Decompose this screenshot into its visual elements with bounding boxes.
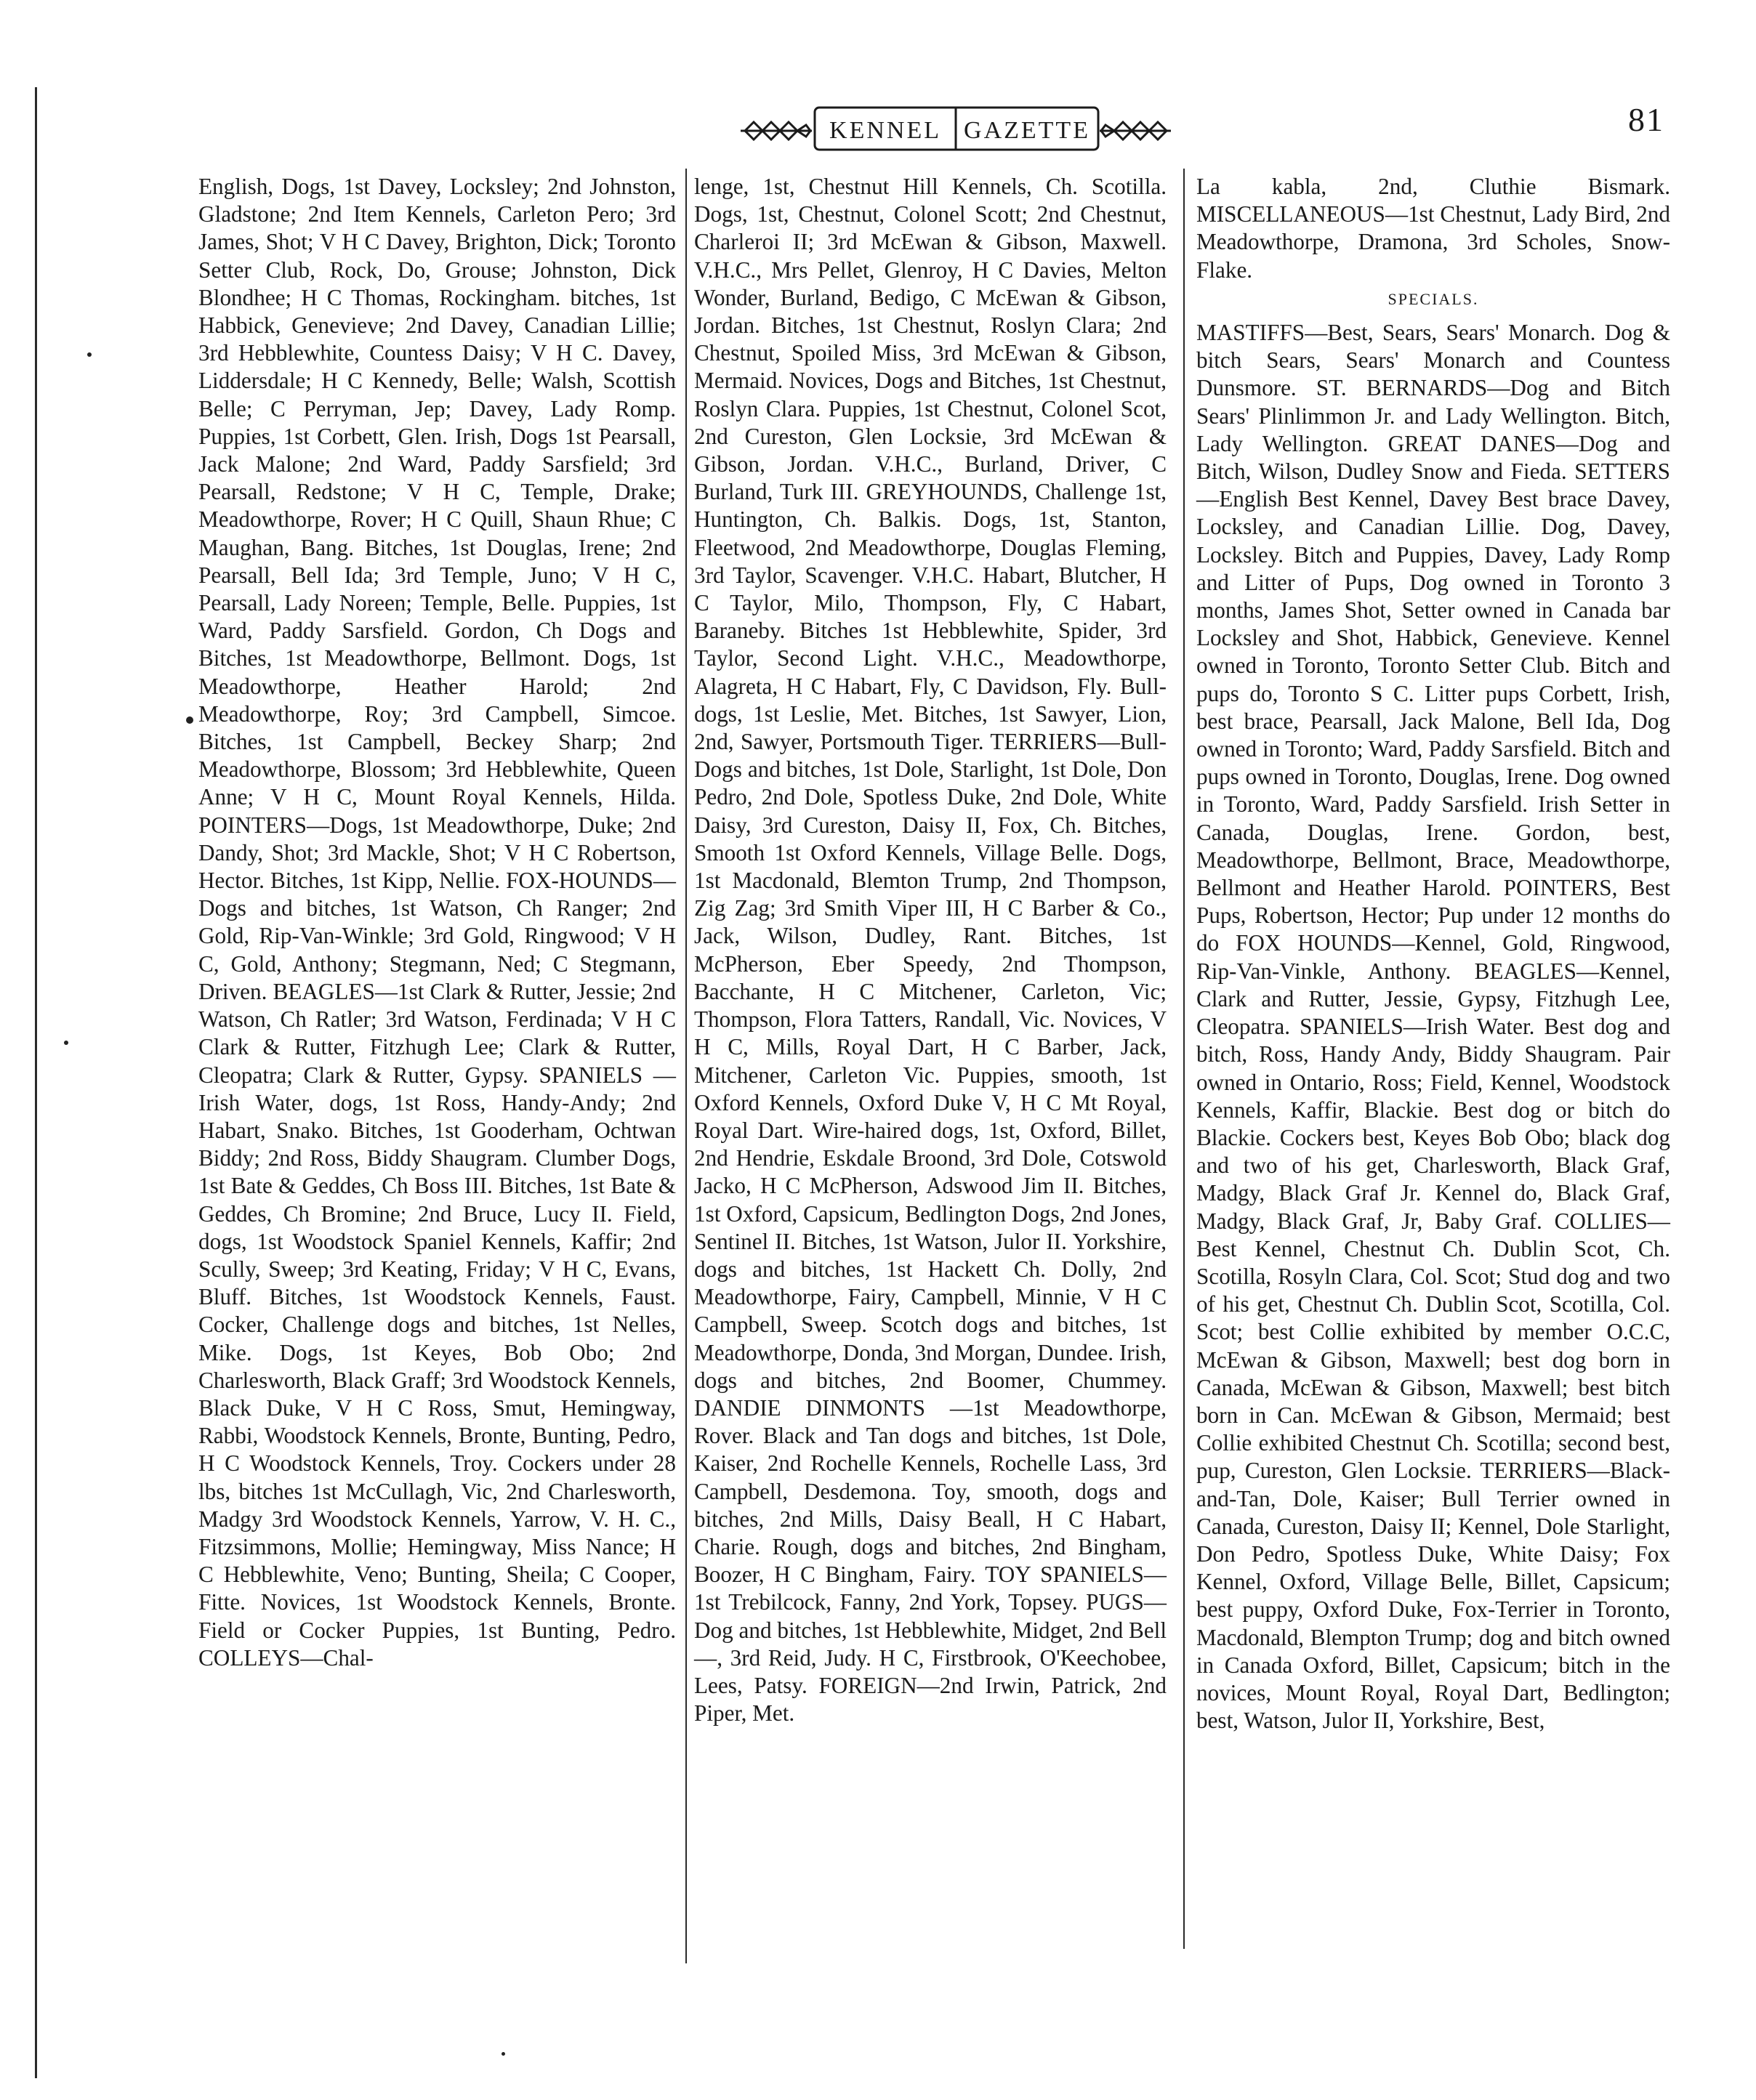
masthead-title-right: GAZETTE (964, 117, 1090, 144)
column-1-text: English, Dogs, 1st Davey, Locksley; 2nd Johnston, Gladstone; 2nd Item Kennels, Carleton Pero; 3rd James, Shot; V H C Davey, Brighton, Dick; Toronto Setter Club, Rock, Do, Grouse; Johnston, Dick Blondhee; H C Thomas, Rockingham. bitches, 1st Habbick, Genevieve; 2nd Davey, Canadian Lillie; 3rd Hebblewhite, Countess Daisy; V H C. Davey, Liddersdale; H C Kennedy, Belle; Walsh, Scottish Belle; C Perryman, Jep; Davey, Lady Romp. Puppies, 1st Corbett, Glen. Irish, Dogs 1st Pearsall, Jack Malone; 2nd Ward, Paddy Sarsfield; 3rd Pearsall, Redstone; V H C, Temple, Drake; Meadowthorpe, Rover; H C Quill, Shaun Rhue; C Maughan, Bang. Bitches, 1st Douglas, Irene; 2nd Pearsall, Bell Ida; 3rd Temple, Juno; V H C, Pearsall, Lady Noreen; Temple, Belle. Puppies, 1st Ward, Paddy Sarsfield. Gordon, Ch Dogs and Bitches, 1st Meadowthorpe, Bellmont. Dogs, 1st Meadowthorpe, Heather Harold; 2nd Meadowthorpe, Roy; 3rd Campbell, Simcoe. Bitches, 1st Campbell, Beckey Sharp; 2nd Meadowthorpe, Blossom; 3rd Hebblewhite, Queen Anne; V H C, Mount Royal Kennels, Hilda. POINTERS—Dogs, 1st Meadowthorpe, Duke; 2nd Dandy, Shot; 3rd Mackle, Shot; V H C Robertson, Hector. Bitches, 1st Kipp, Nellie. FOX-HOUNDS—Dogs and bitches, 1st Watson, Ch Ranger; 2nd Gold, Rip-Van-Winkle; 3rd Gold, Ringwood; V H C, Gold, Anthony; Stegmann, Ned; C Stegmann, Driven. BEAGLES—1st Clark & Rutter, Jessie; 2nd Watson, Ch Ratler; 3rd Watson, Ferdinada; V H C Clark & Rutter, Fitzhugh Lee; Clark & Rutter, Cleopatra; Clark & Rutter, Gypsy. SPANIELS — Irish Water, dogs, 1st Ross, Handy-Andy; 2nd Habart, Snako. Bitches, 1st Gooderham, Ochtwan Biddy; 2nd Ross, Biddy Shaugram. Clumber Dogs, 1st Bate & Geddes, Ch Boss III. Bitches, 1st Bate & Geddes, Ch Bromine; 2nd Bruce, Lucy II. Field, dogs, 1st Woodstock Spaniel Kennels, Kaffir; 2nd Scully, Sweep; 3rd Keating, Friday; V H C, Evans, Bluff. Bitches, 1st Woodstock Kennels, Faust. Cocker, Challenge dogs and bitches, 1st Nelles, Mike. Dogs, 1st Keyes, Bob Obo; 2nd Charlesworth, Black Graff; 3rd Woodstock Kennels, Black Duke, V H C Ross, Smut, Hemingway, Rabbi, Woodstock Kennels, Bronte, Bunting, Pedro, H C Woodstock Kennels, Troy. Cockers under 28 lbs, bitches 1st McCullagh, Vic, 2nd Charlesworth, Madgy 3rd Woodstock Kennels, Yarrow, V. H. C., Fitzsimmons, Mollie; Hemingway, Miss Nance; H C Hebblewhite, Veno; Bunting, Sheila; C Cooper, Fitte. Novices, 1st Woodstock Kennels, Bronte. Field or Cocker Puppies, 1st Bunting, Pedro. COLLEYS—Chal- (198, 174, 676, 1671)
column-2-text: lenge, 1st, Chestnut Hill Kennels, Ch. Scotilla. Dogs, 1st, Chestnut, Colonel Scott; 2nd Chestnut, Charleroi II; 3rd McEwan & Gibson, Maxwell. V.H.C., Mrs Pellet, Glenroy, H C Davies, Melton Wonder, Burland, Bedigo, C McEwan & Gibson, Jordan. Bitches, 1st Chestnut, Roslyn Clara; 2nd Chestnut, Spoiled Miss, 3rd McEwan & Gibson, Mermaid. Novices, Dogs and Bitches, 1st Chestnut, Roslyn Clara. Puppies, 1st Chestnut, Colonel Scot, 2nd Cureston, Glen Locksie, 3rd McEwan & Gibson, Jordan. V.H.C., Burland, Driver, C Burland, Turk III. GREYHOUNDS, Challenge 1st, Huntington, Ch. Balkis. Dogs, 1st, Stanton, Fleetwood, 2nd Meadowthorpe, Douglas Fleming, 3rd Taylor, Scavenger. V.H.C. Habart, Blutcher, H C Taylor, Milo, Thompson, Fly, C Habart, Baraneby. Bitches 1st Hebblewhite, Spider, 3rd Taylor, Second Light. V.H.C., Meadowthorpe, Alagreta, H C Habart, Fly, C Davidson, Fly. Bull-dogs, 1st Leslie, Met. Bitches, 1st Sawyer, Lion, 2nd, Sawyer, Portsmouth Tiger. TERRIERS—Bull-Dogs and bitches, 1st Dole, Starlight, 1st Dole, Don Pedro, 2nd Dole, Spotless Duke, 2nd Dole, White Daisy, 3rd Cureston, Daisy II, Fox, Ch. Bitches, Smooth 1st Oxford Kennels, Village Belle. Dogs, 1st Macdonald, Blemton Trump, 2nd Thompson, Zig Zag; 3rd Smith Viper III, H C Barber & Co., Jack, Wilson, Dudley, Rant. Bitches, 1st McPherson, Eber Speedy, 2nd Thompson, Bacchante, H C Mitchener, Carleton, Vic; Thompson, Flora Tatters, Randall, Vic. Novices, V H C, Mills, Royal Dart, H C Barber, Jack, Mitchener, Carleton Vic. Puppies, smooth, 1st Oxford Kennels, Oxford Duke V, H C Mt Royal, Royal Dart. Wire-haired dogs, 1st, Oxford, Billet, 2nd Hendrie, Eskdale Broond, 3rd Dole, Cotswold Jacko, H C McPherson, Adswood Jim II. Bitches, 1st Oxford, Capsicum, Bedlington Dogs, 2nd Jones, Sentinel II. Bitches, 1st Watson, Julor II. Yorkshire, dogs and bitches, 1st Hackett Ch. Dolly, 2nd Meadowthorpe, Fairy, Campbell, Minnie, V H C Campbell, Sweep. Scotch dogs and bitches, 1st Meadowthorpe, Donda, 3nd Morgan, Dundee. Irish, dogs and bitches, 2nd Boomer, Chummey. DANDIE DINMONTS —1st Meadowthorpe, Rover. Black and Tan dogs and bitches, 1st Dole, Kaiser, 2nd Rochelle Kennels, Rochelle Lass, 3rd Campbell, Desdemona. Toy, smooth, dogs and bitches, 2nd Mills, Daisy Beall, H C Habart, Charie. Rough, dogs and bitches, 2nd Bingham, Boozer, H C Bingham, Fairy. TOY SPANIELS—1st Trebilcock, Fanny, 2nd York, Topsey. PUGS—Dog and bitches, 1st Hebblewhite, Midget, 2nd Bell —, 3rd Reid, Judy. H C, Firstbrook, O'Keechobee, Lees, Patsy. FOREIGN—2nd Irwin, Patrick, 2nd Piper, Met. (694, 174, 1167, 1727)
text-column-2 (694, 173, 1167, 1727)
page-number: 81 (1628, 101, 1664, 138)
text-column-1 (198, 173, 676, 1672)
specials-text: MASTIFFS—Best, Sears, Sears' Monarch. Dog & bitch Sears, Sears' Monarch and Countess Dunsmore. ST. BERNARDS—Dog and Bitch Sears' Plinlimmon Jr. and Lady Wellington. Bitch, Lady Wellington. GREAT DANES—Dog and Bitch, Wilson, Dudley Snow and Fieda. SETTERS—English Best Kennel, Davey Best brace Davey, Locksley, and Canadian Lillie. Dog, Davey, Locksley. Bitch and Puppies, Davey, Lady Romp and Litter of Pups, Dog owned in Toronto 3 months, James Shot, Setter owned in Canada bar Locksley and Shot, Habbick, Genevieve. Kennel owned in Toronto, Toronto Setter Club. Bitch and pups do, Toronto S C. Litter pups Corbett, Irish, best brace, Pearsall, Jack Malone, Bell Ida, Dog owned in Toronto; Ward, Paddy Sarsfield. Bitch and pups owned in Toronto, Douglas, Irene. Dog owned in Toronto, Ward, Paddy Sarsfield. Irish Setter in Canada, Douglas, Irene. Gordon, best, Meadowthorpe, Bellmont, Brace, Meadowthorpe, Bellmont and Heather Harold. POINTERS, Best Pups, Robertson, Hector; Pup under 12 months do do FOX HOUNDS—Kennel, Gold, Ringwood, Rip-Van-Vinkle, Anthony. BEAGLES—Kennel, Clark and Rutter, Jessie, Gypsy, Fitzhugh Lee, Cleopatra. SPANIELS—Irish Water. Best dog and bitch, Ross, Handy Andy, Biddy Shaugram. Pair owned in Ontario, Ross; Field, Kennel, Woodstock Kennels, Kaffir, Blackie. Best dog or bitch do Blackie. Cockers best, Keyes Bob Obo; black dog and two of his get, Charlesworth, Black Graf, Madgy, Black Graf Jr. Kennel do, Black Graf, Madgy, Black Graf, Jr, Baby Graf. COLLIES—Best Kennel, Chestnut Ch. Dublin Scot, Ch. Scotilla, Rosyln Clara, Col. Scot; Stud dog and two of his get, Chestnut Ch. Dublin Scot, Scotilla, Col. Scot; best Collie exhibited by member O.C.C, McEwan & Gibson, Maxwell; best dog born in Canada, McEwan & Gibson, Maxwell; best bitch born in Can. McEwan & Gibson, Mermaid; best Collie exhibited Chestnut Ch. Scotilla; second best, pup, Cureston, Glen Locksie. TERRIERS—Black-and-Tan, Dole, Kaiser; Bull Terrier owned in Canada, Cureston, Daisy II; Kennel, Dole Starlight, Don Pedro, Spotless Duke, White Daisy; Fox Kennel, Oxford, Village Belle, Billet, Capsicum; best puppy, Oxford Duke, Fox-Terrier in Toronto, Macdonald, Blempton Trump; dog and bitch owned in Canada Oxford, Billet, Capsicum; bitch in the novices, Mount Royal, Royal Dart, Bedlington; best, Watson, Julor II, Yorkshire, Best, (1196, 320, 1670, 1734)
column-rule-2 (1183, 169, 1185, 1949)
text-column-3 (1196, 173, 1670, 1734)
margin-speck (64, 1041, 68, 1045)
masthead-ornament (738, 93, 1174, 163)
masthead (738, 93, 1174, 163)
margin-bullet (186, 716, 193, 724)
column-3-intro: La kabla, 2nd, Cluthie Bismark. MISCELLANEOUS—1st Chestnut, Lady Bird, 2nd Meadowthorpe, Dramona, 3rd Scholes, Snow-Flake. (1196, 174, 1670, 283)
page-edge-rule (35, 87, 37, 2078)
specials-heading: SPECIALS. (1388, 289, 1479, 308)
margin-speck (87, 352, 92, 357)
column-rule-1 (685, 169, 687, 1963)
masthead-title-left: KENNEL (829, 117, 941, 144)
margin-speck (502, 2052, 505, 2056)
